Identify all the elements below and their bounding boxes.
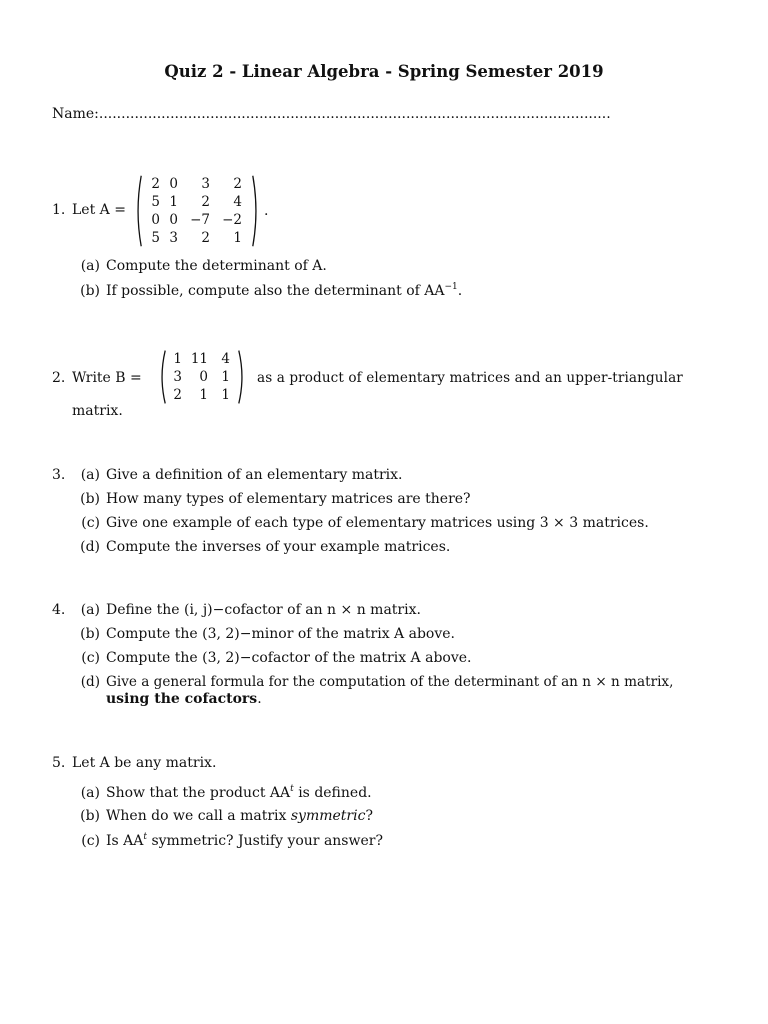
- matrix-cell: 1: [199, 387, 208, 403]
- q5-item-b: [72, 808, 373, 825]
- item-label: (b): [80, 491, 100, 507]
- matrix-cell: 3: [201, 176, 210, 192]
- item-text: When do we call a matrix: [106, 808, 291, 824]
- q5-item-a: [72, 784, 372, 802]
- item-text: Is AA: [106, 833, 144, 849]
- right-paren: [237, 350, 246, 404]
- q2-text-cont: matrix.: [72, 403, 123, 419]
- item-text: How many types of elementary matrices are there?: [106, 491, 471, 507]
- left-paren: [158, 350, 167, 404]
- q4-number: 4.: [52, 602, 66, 618]
- matrix-a-table: [146, 175, 242, 247]
- item-label: (c): [81, 515, 100, 531]
- matrix-row: [146, 211, 242, 229]
- matrix-cell: 0: [169, 176, 178, 192]
- q5-item-c: [72, 832, 383, 850]
- matrix-cell: 1: [169, 194, 178, 210]
- q2-number: 2.: [52, 370, 66, 386]
- matrix-cell: 2: [233, 176, 242, 192]
- q3-item-d: [72, 539, 450, 556]
- item-text-end: .: [457, 283, 463, 299]
- q4-item-b: [72, 626, 455, 643]
- item-text: Give a general formula for the computation of the determinant of an n × n matrix,: [106, 674, 674, 690]
- matrix-row: [170, 386, 230, 404]
- q1-item-b: [72, 282, 462, 300]
- q4-item-c: [72, 650, 471, 667]
- item-label: (c): [81, 833, 100, 849]
- matrix-cell: 3: [173, 369, 182, 385]
- item-label: (b): [80, 808, 100, 824]
- quiz-title: Quiz 2 - Linear Algebra - Spring Semester 2019: [164, 62, 604, 81]
- matrix-cell: −7: [190, 212, 210, 228]
- item-label: (a): [80, 785, 100, 801]
- item-text: If possible, compute also the determinant of AA: [106, 283, 445, 299]
- q5-lead: Let A be any matrix.: [72, 755, 217, 771]
- superscript: t: [290, 784, 294, 794]
- q1-number: 1.: [52, 202, 66, 218]
- q2-text: as a product of elementary matrices and an upper-triangular: [257, 370, 683, 386]
- matrix-row: [146, 193, 242, 211]
- matrix-cell: 1: [173, 351, 182, 367]
- q1-item-a: [72, 258, 327, 275]
- q4-item-d-cont: [106, 691, 262, 708]
- item-text: Give one example of each type of elementary matrices using 3 × 3 matrices.: [106, 515, 649, 531]
- name-field-line: Name:...................................................................................................................: [52, 106, 611, 122]
- emphasis-text: symmetric: [290, 808, 366, 824]
- matrix-row: [170, 368, 230, 386]
- left-paren: [134, 175, 143, 247]
- item-label: (c): [81, 650, 100, 666]
- matrix-cell: 5: [151, 230, 160, 246]
- q3-item-c: [72, 515, 649, 532]
- item-text: Compute the (3, 2)−cofactor of the matrix A above.: [106, 650, 472, 666]
- matrix-b: [158, 350, 246, 404]
- item-text: Show that the product AA: [106, 785, 291, 801]
- item-text: Give a definition of an elementary matrix.: [106, 467, 403, 483]
- matrix-row: [146, 175, 242, 193]
- matrix-cell: 0: [199, 369, 208, 385]
- matrix-cell: 0: [151, 212, 160, 228]
- matrix-row: [170, 350, 230, 368]
- q5-number: 5.: [52, 755, 66, 771]
- q3-item-b: [72, 491, 471, 508]
- item-text: Define the (i, j)−cofactor of an n × n matrix.: [106, 602, 421, 618]
- matrix-cell: 1: [221, 387, 230, 403]
- q4-item-a: [72, 602, 421, 619]
- matrix-a: [134, 175, 260, 247]
- matrix-cell: 3: [169, 230, 178, 246]
- matrix-b-table: [170, 350, 230, 404]
- q1-lead: Let A =: [72, 202, 126, 218]
- item-label: (b): [80, 626, 100, 642]
- superscript: −1: [444, 282, 458, 292]
- emphasis-text: using the cofactors: [106, 691, 258, 707]
- matrix-row: [146, 229, 242, 247]
- matrix-cell: 11: [190, 351, 208, 367]
- item-text-end: .: [257, 691, 262, 707]
- matrix-cell: 4: [233, 194, 242, 210]
- item-text: Compute the inverses of your example matrices.: [106, 539, 451, 555]
- q3-item-a: [72, 467, 402, 484]
- matrix-cell: −2: [222, 212, 242, 228]
- item-text-end: is defined.: [293, 785, 372, 801]
- matrix-cell: 2: [201, 194, 210, 210]
- item-text-end: ?: [365, 808, 373, 824]
- q4-item-d: [72, 674, 673, 690]
- superscript: t: [143, 832, 148, 842]
- item-text-end: symmetric? Justify your answer?: [147, 833, 383, 849]
- item-text: Compute the determinant of A.: [106, 258, 327, 274]
- item-text: Compute the (3, 2)−minor of the matrix A above.: [106, 626, 455, 642]
- item-label: (a): [80, 602, 100, 618]
- matrix-cell: 1: [233, 230, 242, 246]
- q2-lead: Write B =: [72, 370, 142, 386]
- item-label: (d): [80, 674, 100, 690]
- matrix-cell: 4: [221, 351, 230, 367]
- matrix-cell: 2: [151, 176, 160, 192]
- right-paren: [251, 175, 260, 247]
- item-label: (a): [80, 467, 100, 483]
- item-label: (a): [80, 258, 100, 274]
- matrix-cell: 2: [173, 387, 182, 403]
- q3-number: 3.: [52, 467, 66, 483]
- matrix-cell: 0: [169, 212, 178, 228]
- item-label: (b): [80, 283, 100, 299]
- matrix-cell: 2: [201, 230, 210, 246]
- item-label: (d): [80, 539, 100, 555]
- matrix-cell: 1: [221, 369, 230, 385]
- matrix-cell: 5: [151, 194, 160, 210]
- q1-trail: .: [264, 203, 269, 219]
